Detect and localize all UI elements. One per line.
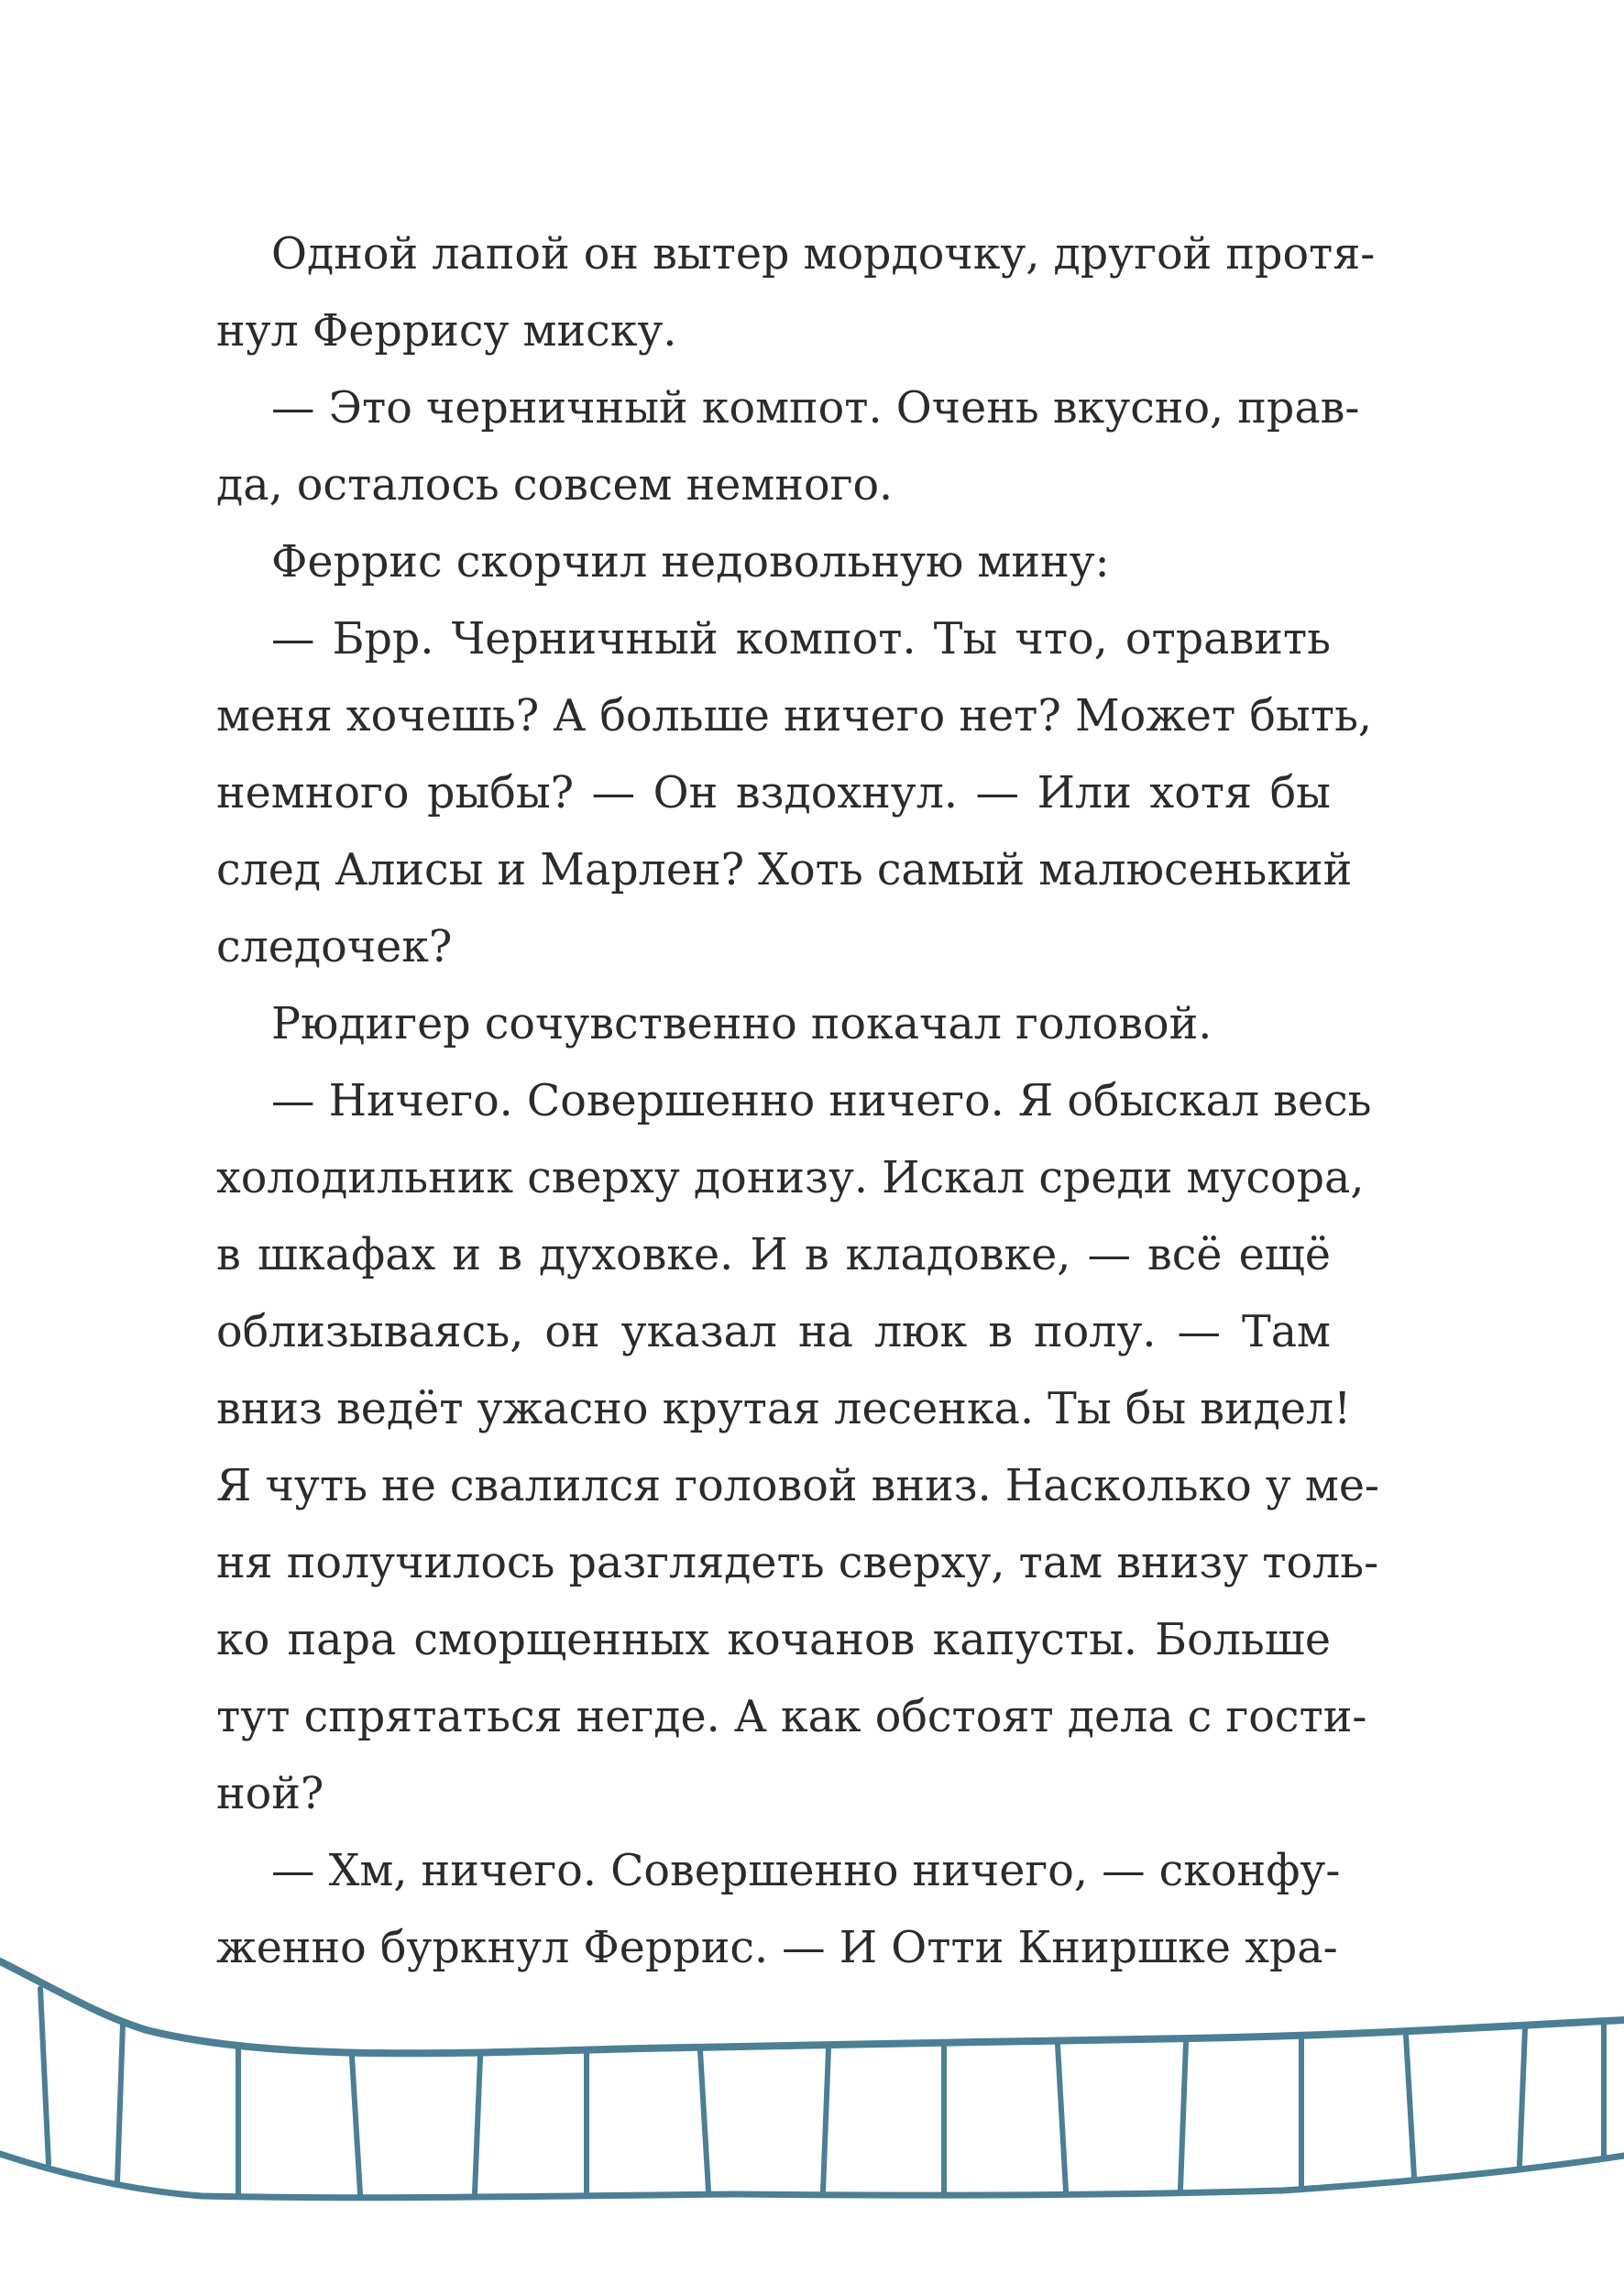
text-line: след Алисы и Марлен? Хоть самый малюсенький: [216, 845, 1353, 895]
text-line: следочек?: [216, 922, 453, 972]
text-line: ной?: [216, 1769, 324, 1819]
text-line: женно буркнул Феррис. — И Отти Книршке хра-: [216, 1923, 1338, 1973]
text-line: в шкафах и в духовке. И в кладовке, — всё ещё: [216, 1230, 1331, 1280]
text-line: вниз ведёт ужасно крутая лесенка. Ты бы видел!: [216, 1384, 1352, 1434]
railway-sleeper: [1180, 2042, 1186, 2190]
text-line: тут спрятаться негде. А как обстоят дела с гости-: [216, 1692, 1367, 1742]
text-line: ко пара сморщенных кочанов капусты. Больше: [216, 1615, 1331, 1665]
text-line: меня хочешь? А больше ничего нет? Может быть,: [216, 691, 1373, 741]
text-line: да, осталось совсем немного.: [216, 460, 894, 511]
text-line: ня получилось разглядеть сверху, там внизу толь-: [216, 1538, 1379, 1588]
lower-rail: [0, 2154, 1624, 2198]
railway-sleeper: [352, 2057, 360, 2194]
railway-sleeper: [700, 2050, 708, 2191]
text-line: Феррис скорчил недовольную мину:: [271, 537, 1110, 587]
text-line: нул Феррису миску.: [216, 306, 677, 357]
railway-sleeper: [40, 1989, 49, 2164]
page-text: [216, 216, 1379, 1987]
railway-sleeper: [1406, 2035, 1414, 2177]
railway-sleeper: [1058, 2045, 1066, 2191]
railway-sleeper: [475, 2057, 480, 2194]
text-line: Одной лапой он вытер мордочку, другой протя-: [271, 229, 1376, 280]
text-line: облизываясь, он указал на люк в полу. — Там: [216, 1307, 1331, 1357]
text-line: Я чуть не свалился головой вниз. Насколько у ме-: [216, 1461, 1379, 1511]
text-line: — Ничего. Совершенно ничего. Я обыскал весь: [271, 1076, 1372, 1126]
upper-rail: [0, 1961, 1624, 2053]
railway-sleeper: [1520, 2029, 1525, 2166]
railway-sleeper: [117, 2024, 123, 2181]
railway-track-illustration: [0, 1925, 1624, 2273]
text-line: холодильник сверху донизу. Искал среди мусора,: [216, 1153, 1365, 1203]
text-line: — Это черничный компот. Очень вкусно, прав-: [271, 383, 1360, 434]
text-line: — Хм, ничего. Совершенно ничего, — сконфу-: [271, 1846, 1341, 1896]
text-line: немного рыбы? — Он вздохнул. — Или хотя бы: [216, 768, 1331, 818]
railway-sleeper: [823, 2048, 828, 2191]
text-line: Рюдигер сочувственно покачал головой.: [271, 999, 1213, 1049]
text-line: — Брр. Черничный компот. Ты что, отравить: [271, 614, 1331, 664]
